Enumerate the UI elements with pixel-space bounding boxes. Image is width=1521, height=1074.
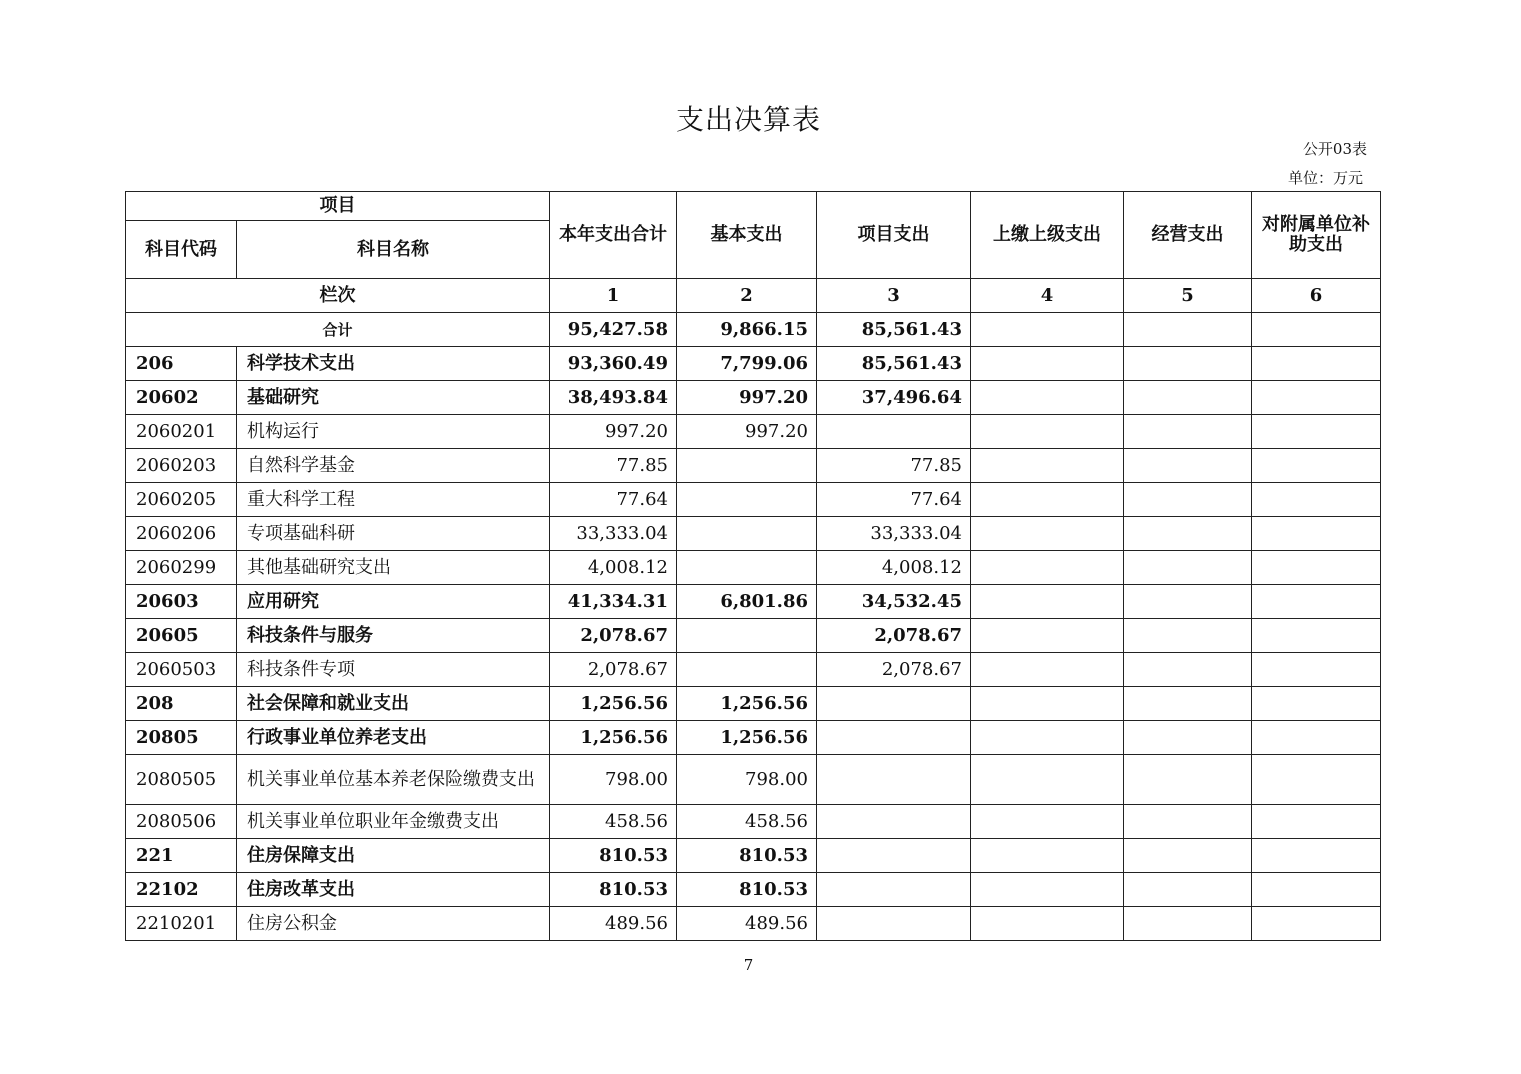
project-cell xyxy=(817,687,971,721)
table-row xyxy=(126,755,1381,805)
project-cell xyxy=(817,805,971,839)
upper-cell xyxy=(971,381,1124,415)
upper-cell xyxy=(971,805,1124,839)
subsidiary-cell xyxy=(1252,873,1381,907)
total-cell: 1,256.56 xyxy=(550,721,677,755)
column-number: 1 xyxy=(550,279,677,313)
unit-label: 单位：万元 xyxy=(1287,169,1363,187)
page-title: 支出决算表 xyxy=(675,103,821,136)
upper-cell xyxy=(971,517,1124,551)
operating-cell xyxy=(1124,755,1252,805)
upper-cell xyxy=(971,755,1124,805)
total-cell: 4,008.12 xyxy=(550,551,677,585)
total-cell: 810.53 xyxy=(550,873,677,907)
subsidiary-cell xyxy=(1252,585,1381,619)
name-cell: 住房改革支出 xyxy=(237,873,550,907)
upper-cell xyxy=(971,721,1124,755)
subsidiary-cell xyxy=(1252,687,1381,721)
operating-cell xyxy=(1124,839,1252,873)
table-row xyxy=(126,619,1381,653)
upper-cell xyxy=(971,687,1124,721)
basic-cell xyxy=(677,517,817,551)
name-cell: 应用研究 xyxy=(237,585,550,619)
column-number: 2 xyxy=(677,279,817,313)
name-cell: 基础研究 xyxy=(237,381,550,415)
header-code: 科目代码 xyxy=(126,221,237,279)
operating-cell xyxy=(1124,585,1252,619)
operating-cell xyxy=(1124,873,1252,907)
name-cell: 住房保障支出 xyxy=(237,839,550,873)
subsidiary-cell xyxy=(1252,313,1381,347)
code-cell: 2060203 xyxy=(126,449,237,483)
name-cell: 机关事业单位基本养老保险缴费支出 xyxy=(237,755,550,805)
subsidiary-cell xyxy=(1252,551,1381,585)
basic-cell: 1,256.56 xyxy=(677,721,817,755)
basic-cell: 798.00 xyxy=(677,755,817,805)
table-row xyxy=(126,653,1381,687)
upper-cell xyxy=(971,839,1124,873)
name-cell: 住房公积金 xyxy=(237,907,550,941)
subsidiary-cell xyxy=(1252,653,1381,687)
subsidiary-cell xyxy=(1252,415,1381,449)
table-row xyxy=(126,687,1381,721)
total-cell: 2,078.67 xyxy=(550,653,677,687)
basic-cell xyxy=(677,653,817,687)
table-row xyxy=(126,483,1381,517)
subsidiary-cell xyxy=(1252,721,1381,755)
basic-cell: 1,256.56 xyxy=(677,687,817,721)
header-project-expenditure: 项目支出 xyxy=(817,192,971,279)
project-cell xyxy=(817,721,971,755)
table-row xyxy=(126,381,1381,415)
name-cell: 其他基础研究支出 xyxy=(237,551,550,585)
page-number: 7 xyxy=(743,956,754,974)
basic-cell: 810.53 xyxy=(677,839,817,873)
code-cell: 2210201 xyxy=(126,907,237,941)
column-label: 栏次 xyxy=(126,279,550,313)
header-total: 本年支出合计 xyxy=(550,192,677,279)
operating-cell xyxy=(1124,381,1252,415)
total-cell: 93,360.49 xyxy=(550,347,677,381)
project-cell: 85,561.43 xyxy=(817,347,971,381)
total-cell: 489.56 xyxy=(550,907,677,941)
total-cell: 1,256.56 xyxy=(550,687,677,721)
header-name: 科目名称 xyxy=(237,221,550,279)
total-label: 合计 xyxy=(126,313,550,347)
name-cell: 科技条件专项 xyxy=(237,653,550,687)
upper-cell xyxy=(971,873,1124,907)
subsidiary-cell xyxy=(1252,517,1381,551)
table-row xyxy=(126,873,1381,907)
operating-cell xyxy=(1124,907,1252,941)
operating-cell xyxy=(1124,415,1252,449)
total-cell: 77.85 xyxy=(550,449,677,483)
table-row xyxy=(126,449,1381,483)
operating-cell xyxy=(1124,449,1252,483)
code-cell: 208 xyxy=(126,687,237,721)
project-cell xyxy=(817,873,971,907)
code-cell: 221 xyxy=(126,839,237,873)
subsidiary-cell xyxy=(1252,907,1381,941)
operating-cell xyxy=(1124,653,1252,687)
total-cell: 95,427.58 xyxy=(550,313,677,347)
column-number: 3 xyxy=(817,279,971,313)
table-row xyxy=(126,907,1381,941)
basic-cell: 6,801.86 xyxy=(677,585,817,619)
subsidiary-cell xyxy=(1252,805,1381,839)
project-cell: 85,561.43 xyxy=(817,313,971,347)
table-row xyxy=(126,551,1381,585)
code-cell: 20603 xyxy=(126,585,237,619)
column-number: 4 xyxy=(971,279,1124,313)
basic-cell: 9,866.15 xyxy=(677,313,817,347)
operating-cell xyxy=(1124,483,1252,517)
upper-cell xyxy=(971,449,1124,483)
project-cell xyxy=(817,907,971,941)
column-number: 6 xyxy=(1252,279,1381,313)
name-cell: 社会保障和就业支出 xyxy=(237,687,550,721)
code-cell: 2060206 xyxy=(126,517,237,551)
name-cell: 科技条件与服务 xyxy=(237,619,550,653)
total-cell: 997.20 xyxy=(550,415,677,449)
code-cell: 206 xyxy=(126,347,237,381)
upper-cell xyxy=(971,653,1124,687)
operating-cell xyxy=(1124,721,1252,755)
subsidiary-cell xyxy=(1252,483,1381,517)
header-subsidiary: 对附属单位补助支出 xyxy=(1252,192,1381,279)
operating-cell xyxy=(1124,805,1252,839)
subsidiary-cell xyxy=(1252,619,1381,653)
total-cell: 458.56 xyxy=(550,805,677,839)
basic-cell: 810.53 xyxy=(677,873,817,907)
code-cell: 2060201 xyxy=(126,415,237,449)
project-cell: 4,008.12 xyxy=(817,551,971,585)
project-cell xyxy=(817,839,971,873)
subsidiary-cell xyxy=(1252,381,1381,415)
total-cell: 77.64 xyxy=(550,483,677,517)
basic-cell: 997.20 xyxy=(677,381,817,415)
table-row xyxy=(126,415,1381,449)
basic-cell: 997.20 xyxy=(677,415,817,449)
name-cell: 重大科学工程 xyxy=(237,483,550,517)
upper-cell xyxy=(971,619,1124,653)
operating-cell xyxy=(1124,687,1252,721)
code-cell: 20805 xyxy=(126,721,237,755)
form-number: 公开03表 xyxy=(1302,140,1367,158)
total-cell: 2,078.67 xyxy=(550,619,677,653)
subsidiary-cell xyxy=(1252,839,1381,873)
code-cell: 2060503 xyxy=(126,653,237,687)
upper-cell xyxy=(971,551,1124,585)
basic-cell xyxy=(677,483,817,517)
operating-cell xyxy=(1124,517,1252,551)
header-upper-level: 上缴上级支出 xyxy=(971,192,1124,279)
operating-cell xyxy=(1124,551,1252,585)
upper-cell xyxy=(971,415,1124,449)
header-operating: 经营支出 xyxy=(1124,192,1252,279)
column-number: 5 xyxy=(1124,279,1252,313)
table-row xyxy=(126,585,1381,619)
expenditure-table xyxy=(125,191,1381,941)
name-cell: 机构运行 xyxy=(237,415,550,449)
project-cell xyxy=(817,415,971,449)
basic-cell: 458.56 xyxy=(677,805,817,839)
total-row xyxy=(126,313,1381,347)
basic-cell: 489.56 xyxy=(677,907,817,941)
project-cell xyxy=(817,755,971,805)
name-cell: 机关事业单位职业年金缴费支出 xyxy=(237,805,550,839)
table-row xyxy=(126,517,1381,551)
project-cell: 33,333.04 xyxy=(817,517,971,551)
basic-cell xyxy=(677,449,817,483)
name-cell: 行政事业单位养老支出 xyxy=(237,721,550,755)
basic-cell xyxy=(677,551,817,585)
code-cell: 20602 xyxy=(126,381,237,415)
code-cell: 20605 xyxy=(126,619,237,653)
header-project: 项目 xyxy=(126,192,550,221)
upper-cell xyxy=(971,585,1124,619)
upper-cell xyxy=(971,313,1124,347)
name-cell: 自然科学基金 xyxy=(237,449,550,483)
project-cell: 34,532.45 xyxy=(817,585,971,619)
basic-cell: 7,799.06 xyxy=(677,347,817,381)
code-cell: 2080505 xyxy=(126,755,237,805)
name-cell: 专项基础科研 xyxy=(237,517,550,551)
subsidiary-cell xyxy=(1252,755,1381,805)
code-cell: 2060299 xyxy=(126,551,237,585)
total-cell: 810.53 xyxy=(550,839,677,873)
operating-cell xyxy=(1124,313,1252,347)
name-cell: 科学技术支出 xyxy=(237,347,550,381)
total-cell: 798.00 xyxy=(550,755,677,805)
operating-cell xyxy=(1124,619,1252,653)
total-cell: 41,334.31 xyxy=(550,585,677,619)
total-cell: 33,333.04 xyxy=(550,517,677,551)
project-cell: 77.64 xyxy=(817,483,971,517)
table-row xyxy=(126,347,1381,381)
subsidiary-cell xyxy=(1252,347,1381,381)
total-cell: 38,493.84 xyxy=(550,381,677,415)
project-cell: 77.85 xyxy=(817,449,971,483)
upper-cell xyxy=(971,483,1124,517)
project-cell: 2,078.67 xyxy=(817,619,971,653)
code-cell: 22102 xyxy=(126,873,237,907)
project-cell: 2,078.67 xyxy=(817,653,971,687)
operating-cell xyxy=(1124,347,1252,381)
project-cell: 37,496.64 xyxy=(817,381,971,415)
basic-cell xyxy=(677,619,817,653)
table-row xyxy=(126,721,1381,755)
table-row xyxy=(126,839,1381,873)
code-cell: 2080506 xyxy=(126,805,237,839)
subsidiary-cell xyxy=(1252,449,1381,483)
upper-cell xyxy=(971,907,1124,941)
table-row xyxy=(126,805,1381,839)
upper-cell xyxy=(971,347,1124,381)
header-basic: 基本支出 xyxy=(677,192,817,279)
code-cell: 2060205 xyxy=(126,483,237,517)
